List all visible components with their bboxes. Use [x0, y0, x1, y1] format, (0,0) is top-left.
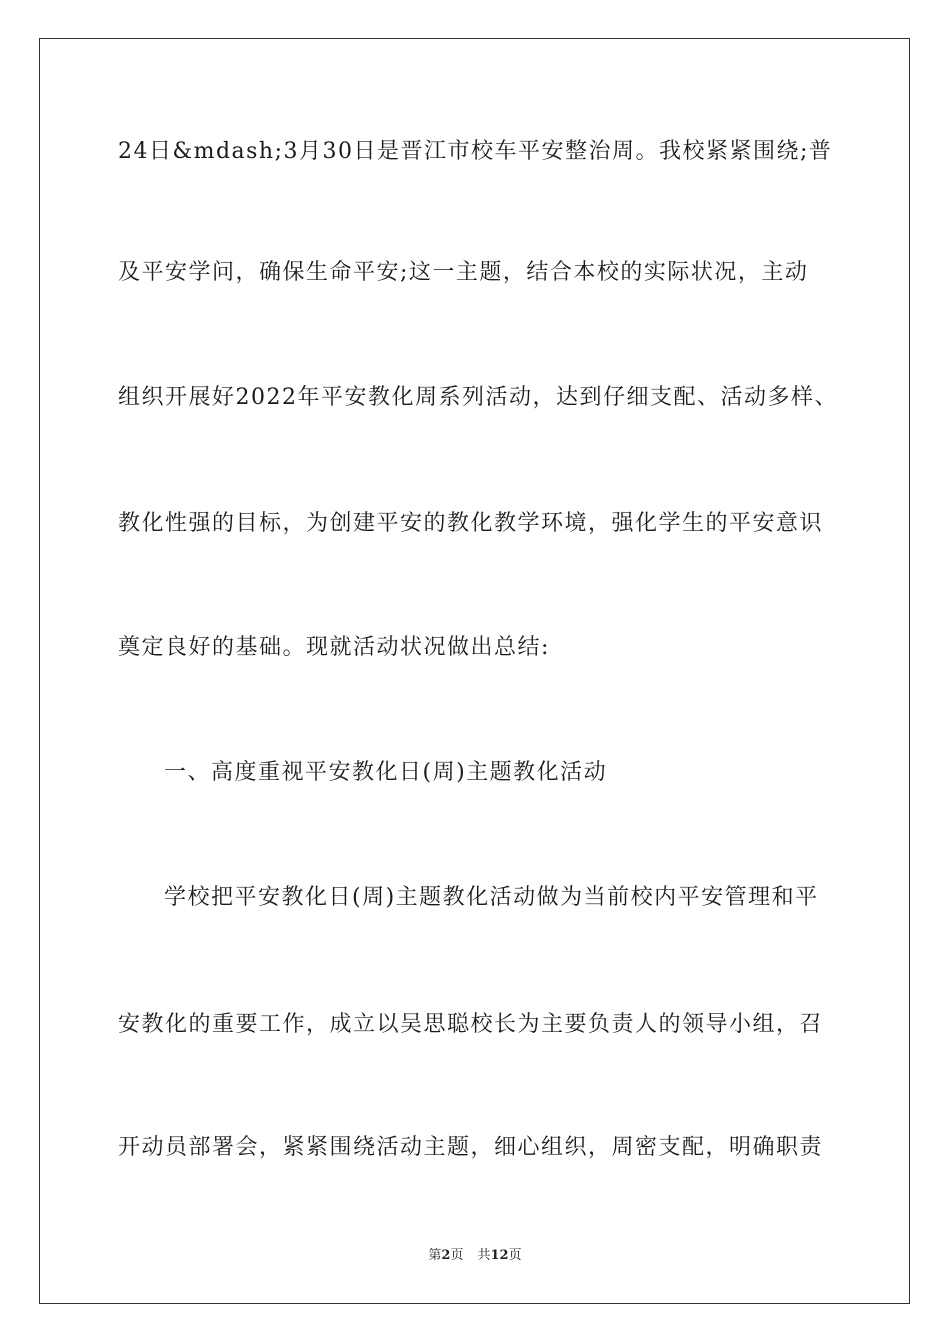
body-text-line: 学校把平安教化日(周)主题教化活动做为当前校内平安管理和平 — [164, 885, 819, 910]
body-text-line: 24日&mdash;3月30日是晋江市校车平安整治周。我校紧紧围绕;普 — [118, 139, 833, 164]
page-footer — [0, 1247, 950, 1265]
body-text-line: 开动员部署会，紧紧围绕活动主题，细心组织，周密支配，明确职责 — [118, 1135, 824, 1160]
body-text-line: 组织开展好2022年平安教化周系列活动，达到仔细支配、活动多样、 — [118, 385, 838, 410]
body-text-line: 教化性强的目标，为创建平安的教化教学环境，强化学生的平安意识 — [118, 511, 824, 536]
body-text-line: 安教化的重要工作，成立以吴思聪校长为主要负责人的领导小组，召 — [118, 1012, 824, 1037]
page-border — [39, 38, 910, 1304]
page-total-label: 共12页 — [477, 1248, 522, 1263]
section-heading: 一、高度重视平安教化日(周)主题教化活动 — [164, 760, 608, 785]
body-text-line: 及平安学问，确保生命平安;这一主题，结合本校的实际状况，主动 — [118, 260, 809, 285]
page-number-label: 第2页 — [428, 1248, 464, 1263]
body-text-line: 奠定良好的基础。现就活动状况做出总结: — [118, 635, 550, 660]
